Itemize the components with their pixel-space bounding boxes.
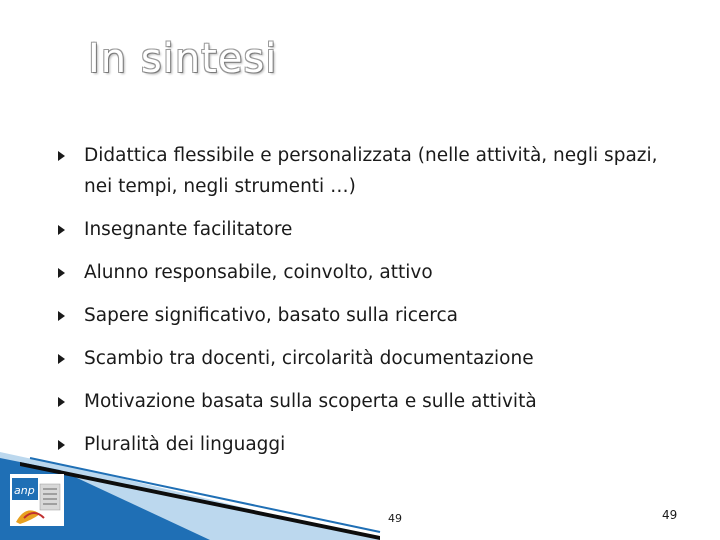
list-item <box>58 429 678 460</box>
page-number-center: 49 <box>388 512 402 525</box>
bullet-text: Pluralità dei linguaggi <box>84 434 286 455</box>
svg-text:anp: anp <box>14 484 35 497</box>
bullet-list <box>58 140 678 472</box>
list-item <box>58 257 678 288</box>
page-number-right: 49 <box>662 508 678 522</box>
list-item <box>58 214 678 245</box>
bullet-text: Scambio tra docenti, circolarità documentazione <box>84 348 534 369</box>
list-item <box>58 300 678 331</box>
anp-logo <box>10 474 64 526</box>
bullet-text: Sapere significativo, basato sulla ricerca <box>84 305 459 326</box>
bullet-text: Motivazione basata sulla scoperta e sulle attività <box>84 391 537 412</box>
bullet-arrow-icon <box>58 268 65 278</box>
bullet-arrow-icon <box>58 225 65 235</box>
bullet-text: Insegnante facilitatore <box>84 219 293 240</box>
bullet-arrow-icon <box>58 151 65 161</box>
bullet-arrow-icon <box>58 397 65 407</box>
bullet-arrow-icon <box>58 311 65 321</box>
bullet-text: Alunno responsabile, coinvolto, attivo <box>84 262 433 283</box>
bullet-arrow-icon <box>58 440 65 450</box>
list-item <box>58 140 678 202</box>
list-item <box>58 386 678 417</box>
bullet-text: Didattica flessibile e personalizzata (nelle attività, negli spazi, nei tempi, negli strumenti …) <box>84 145 658 197</box>
slide-title: In sintesi <box>88 36 278 82</box>
list-item <box>58 343 678 374</box>
bullet-arrow-icon <box>58 354 65 364</box>
